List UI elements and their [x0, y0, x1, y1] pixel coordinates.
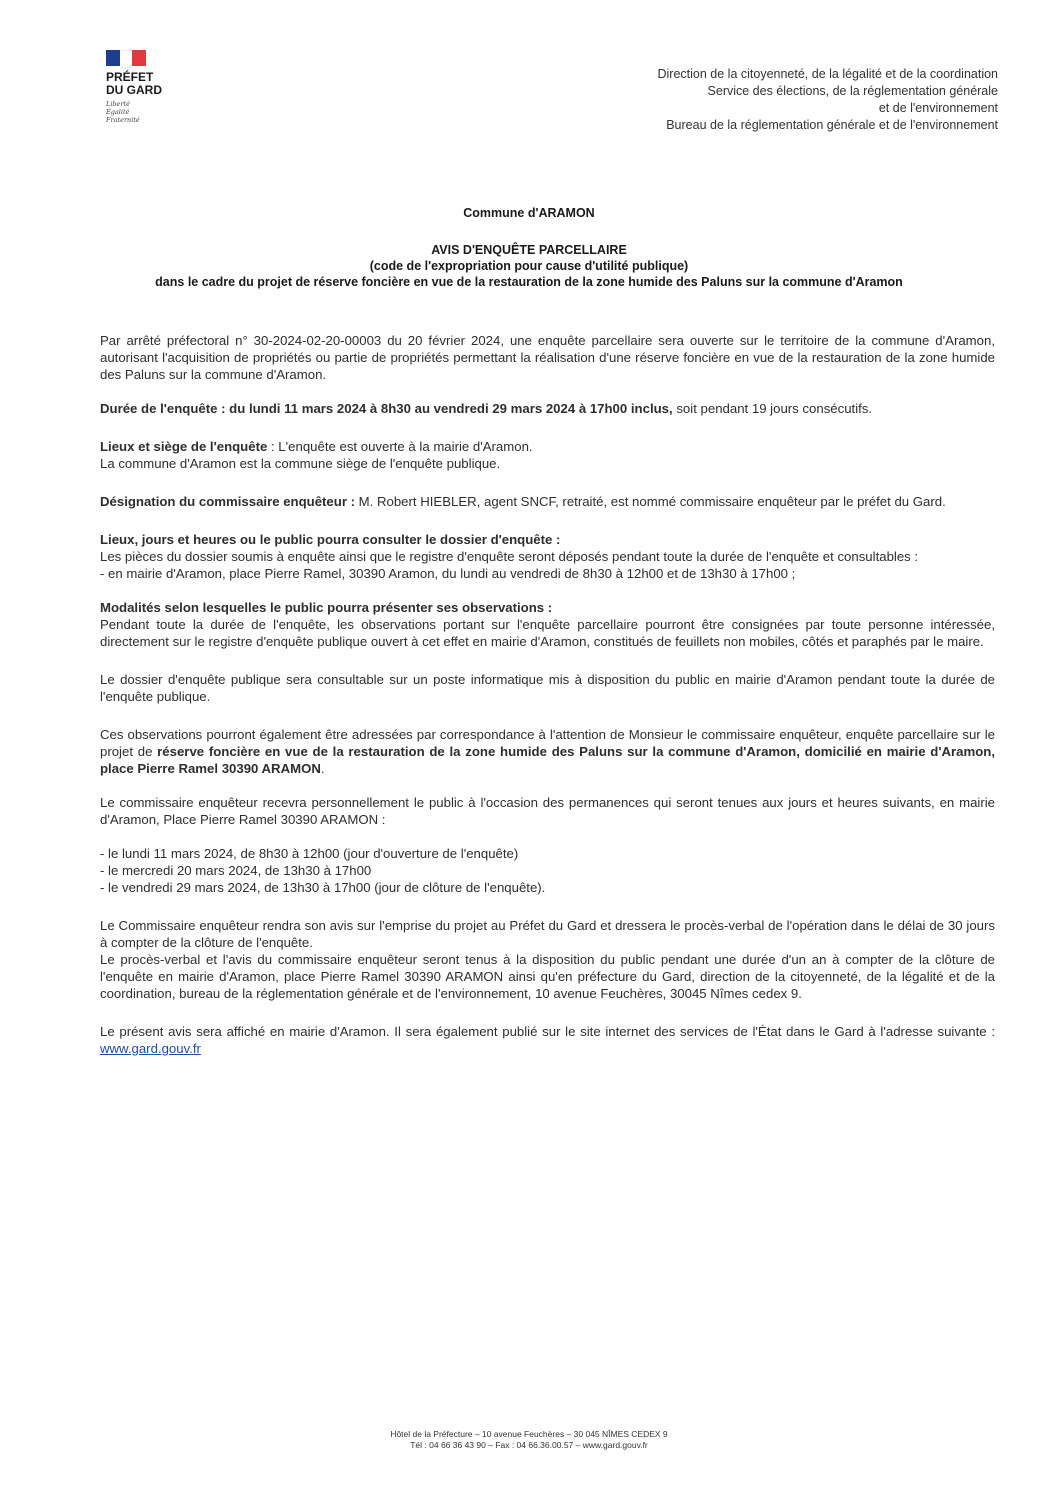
correspondance-end: .	[320, 761, 325, 776]
duree-label: Durée de l'enquête : du lundi 11 mars 2024 à 8h30 au vendredi 29 mars 2024 à 17h00 inclus,	[100, 401, 673, 416]
list-item: - le vendredi 29 mars 2024, de 13h30 à 17h00 (jour de clôture de l'enquête).	[100, 880, 546, 895]
lieux-line2: La commune d'Aramon est la commune siège de l'enquête publique.	[100, 456, 501, 471]
code-subtitle: (code de l'expropriation pour cause d'utilité publique)	[369, 259, 689, 273]
motto-liberte: Liberté	[106, 100, 130, 108]
document-body	[100, 332, 995, 1057]
avis-paragraph-2: Le procès-verbal et l'avis du commissaire enquêteur seront tenus à la disposition du public pendant une durée d'un an à compter de la clôture de l'enquête en mairie d'Aramon, place Pierre Ramel 30390 ARAMON ainsi qu'en préfecture du Gard, direction de la citoyenneté, de la légalité et de la coordination, bureau de la réglementation générale et de l'environnement, 10 avenue Feuchères, 30045 Nîmes cedex 9.	[100, 952, 995, 1001]
correspondance-text: Ces observations pourront également être adressées par correspondance à l'attention de Monsieur le commissaire enquêteur, enquête parcellaire sur le projet de	[100, 727, 995, 759]
flag-blue	[106, 50, 120, 66]
modalites-text: Pendant toute la durée de l'enquête, les observations portant sur l'enquête parcellaire pourront être consignées par toute personne intéressée, directement sur le registre d'enquête publique ouvert à cet effet en mairie d'Aramon, constitués de feuillets non mobiles, côtés et paraphés par le maire.	[100, 617, 995, 649]
lieux-paragraph	[100, 438, 995, 455]
page-footer	[0, 1429, 1058, 1451]
permanences-list	[100, 845, 995, 896]
header-line: Service des élections, de la réglementation générale	[707, 84, 998, 98]
logo-title-line2: DU GARD	[106, 83, 162, 97]
affichage-text: Le présent avis sera affiché en mairie d'Aramon. Il sera également publié sur le site internet des services de l'État dans le Gard à l'adresse suivante :	[100, 1024, 995, 1039]
commune-title: Commune d'ARAMON	[463, 206, 595, 220]
cadre-subtitle: dans le cadre du projet de réserve foncière en vue de la restauration de la zone humide des Paluns sur la commune d'Aramon	[155, 275, 903, 289]
consult-heading: Lieux, jours et heures ou le public pourra consulter le dossier d'enquête :	[100, 532, 561, 547]
header-direction	[658, 66, 999, 134]
avis-paragraph-1: Le Commissaire enquêteur rendra son avis sur l'emprise du projet au Préfet du Gard et dressera le procès-verbal de l'opération dans le délai de 30 jours à compter de la clôture de l'enquête.	[100, 918, 995, 950]
flag-white	[120, 50, 132, 68]
permanences-paragraph: Le commissaire enquêteur recevra personnellement le public à l'occasion des permanences qui seront tenues aux jours et heures suivants, en mairie d'Aramon, Place Pierre Ramel 30390 ARAMON :	[100, 795, 995, 827]
designation-label: Désignation du commissaire enquêteur :	[100, 494, 356, 509]
list-item: - le mercredi 20 mars 2024, de 13h30 à 17h00	[100, 863, 372, 878]
dossier-paragraph: Le dossier d'enquête publique sera consultable sur un poste informatique mis à disposition du public en mairie d'Aramon pendant toute la durée de l'enquête publique.	[100, 672, 995, 704]
logo-title-line1: PRÉFET	[106, 70, 154, 84]
designation-paragraph	[100, 493, 995, 510]
consult-text: Les pièces du dossier soumis à enquête ainsi que le registre d'enquête seront déposés pendant toute la durée de l'enquête et consultables :	[100, 549, 919, 564]
duree-paragraph	[100, 400, 995, 417]
logo-title	[106, 71, 186, 97]
intro-paragraph: Par arrêté préfectoral n° 30-2024-02-20-00003 du 20 février 2024, une enquête parcellaire sera ouverte sur le territoire de la commune d'Aramon, autorisant l'acquisition de propriétés ou partie de propriétés permettant la réalisation d'une réserve foncière en vue de la restauration de la zone humide des Paluns sur la commune d'Aramon.	[100, 333, 995, 382]
header-line: et de l'environnement	[878, 101, 998, 115]
duree-text: soit pendant 19 jours consécutifs.	[672, 401, 873, 416]
header-line: Bureau de la réglementation générale et de l'environnement	[666, 118, 998, 132]
flag-red	[132, 50, 146, 66]
header-line: Direction de la citoyenneté, de la légalité et de la coordination	[657, 67, 998, 81]
list-item: - le lundi 11 mars 2024, de 8h30 à 12h00 (jour d'ouverture de l'enquête)	[100, 846, 519, 861]
prefet-logo	[106, 50, 186, 124]
logo-motto	[106, 100, 186, 124]
consult-item: - en mairie d'Aramon, place Pierre Ramel, 30390 Aramon, du lundi au vendredi de 8h30 à 12h00 et de 13h30 à 17h00 ;	[100, 566, 796, 581]
modalites-heading: Modalités selon lesquelles le public pourra présenter ses observations :	[100, 600, 553, 615]
document-titles	[0, 206, 1058, 290]
footer-contact: Tél : 04 66 36 43 90 – Fax : 04 66.36.00.57 – www.gard.gouv.fr	[410, 1440, 648, 1450]
lieux-label: Lieux et siège de l'enquête	[100, 439, 268, 454]
correspondance-paragraph	[100, 726, 995, 777]
correspondance-address: réserve foncière en vue de la restauration de la zone humide des Paluns sur la commune d'Aramon, domicilié en mairie d'Aramon, place Pierre Ramel 30390 ARAMON	[100, 744, 995, 776]
lieux-text: : L'enquête est ouverte à la mairie d'Aramon.	[267, 439, 533, 454]
marianne-flag-icon	[106, 50, 146, 66]
avis-title: AVIS D'ENQUÊTE PARCELLAIRE	[431, 243, 627, 257]
motto-egalite: Égalité	[106, 108, 130, 116]
designation-text: M. Robert HIEBLER, agent SNCF, retraité, est nommé commissaire enquêteur par le préfet du Gard.	[355, 494, 946, 509]
gard-website-link[interactable]: www.gard.gouv.fr	[100, 1041, 201, 1056]
motto-fraternite: Fraternité	[106, 116, 140, 124]
affichage-paragraph	[100, 1023, 995, 1057]
footer-address: Hôtel de la Préfecture – 10 avenue Feuchères – 30 045 NÎMES CEDEX 9	[390, 1429, 668, 1439]
